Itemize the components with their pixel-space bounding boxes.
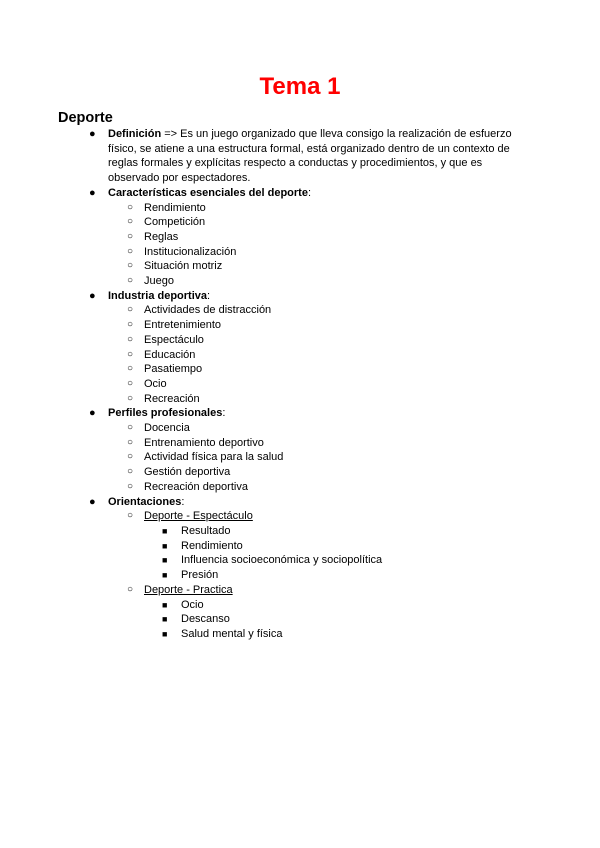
circle-bullet-icon: ○ — [127, 333, 134, 345]
subheading-practica: Deporte - Practica — [144, 583, 233, 596]
circle-bullet-icon: ○ — [127, 230, 134, 242]
list-item-definicion — [0, 127, 522, 186]
list-item — [0, 259, 600, 274]
label-colon: : — [207, 289, 211, 302]
item-text: Actividades de distracción — [144, 304, 272, 317]
circle-bullet-icon: ○ — [127, 245, 134, 257]
industria-label: Industria deportiva — [108, 289, 208, 302]
perfiles-label: Perfiles profesionales — [108, 407, 223, 420]
list-item — [0, 568, 600, 583]
item-text: Rendimiento — [181, 539, 243, 552]
list-item — [0, 627, 600, 642]
definicion-label: Definición — [108, 128, 162, 140]
bullet-icon: ● — [89, 407, 96, 420]
label-colon: : — [307, 186, 312, 199]
item-text: Gestión deportiva — [144, 466, 231, 479]
list-item — [0, 333, 600, 348]
item-text: Situación motriz — [144, 260, 223, 273]
item-text: Resultado — [181, 524, 231, 537]
list-item — [0, 421, 600, 436]
item-text: Institucionalización — [144, 245, 237, 258]
circle-bullet-icon: ○ — [127, 319, 134, 331]
list-item — [0, 598, 600, 613]
list-item — [0, 450, 600, 465]
item-text: Actividad física para la salud — [144, 451, 284, 464]
circle-bullet-icon: ○ — [127, 260, 134, 272]
item-text: Recreación — [144, 392, 200, 405]
list-item — [0, 377, 600, 392]
circle-bullet-icon: ○ — [127, 216, 134, 228]
circle-bullet-icon: ○ — [127, 304, 134, 316]
outline-list — [0, 127, 600, 642]
list-item — [0, 524, 600, 539]
list-item-practica — [0, 583, 600, 598]
list-item-caracteristicas — [0, 186, 522, 201]
list-item — [0, 612, 600, 627]
bullet-icon: ● — [89, 495, 96, 508]
circle-bullet-icon: ○ — [127, 583, 134, 595]
item-text: Salud mental y física — [181, 627, 283, 640]
circle-bullet-icon: ○ — [127, 480, 134, 492]
item-text: Docencia — [144, 422, 190, 435]
item-text: Espectáculo — [144, 333, 204, 346]
list-item — [0, 436, 600, 451]
circle-bullet-icon: ○ — [127, 348, 134, 360]
item-text: Educación — [144, 348, 196, 361]
circle-bullet-icon: ○ — [127, 422, 134, 434]
item-text: Ocio — [144, 377, 167, 390]
square-bullet-icon: ■ — [162, 540, 168, 551]
list-item — [0, 553, 600, 568]
circle-bullet-icon: ○ — [127, 436, 134, 448]
list-item — [0, 201, 600, 216]
orientaciones-label: Orientaciones — [108, 495, 182, 508]
bullet-icon: ● — [89, 289, 96, 302]
list-item — [0, 392, 600, 407]
list-item — [0, 348, 600, 363]
square-bullet-icon: ■ — [162, 570, 168, 581]
circle-bullet-icon: ○ — [127, 510, 134, 522]
page-title: Tema 1 — [259, 73, 341, 100]
list-item-industria — [0, 289, 522, 304]
circle-bullet-icon: ○ — [127, 466, 134, 478]
circle-bullet-icon: ○ — [127, 451, 134, 463]
list-item — [0, 303, 600, 318]
list-item — [0, 318, 600, 333]
list-item — [0, 274, 600, 289]
list-item — [0, 465, 600, 480]
square-bullet-icon: ■ — [162, 628, 168, 639]
item-text: Ocio — [181, 598, 204, 611]
subheading-espectaculo: Deporte - Espectáculo — [144, 510, 253, 523]
circle-bullet-icon: ○ — [127, 377, 134, 389]
list-item — [0, 230, 600, 245]
square-bullet-icon: ■ — [162, 599, 168, 610]
label-colon: : — [181, 495, 185, 508]
item-text: Reglas — [144, 230, 179, 243]
item-text: Entretenimiento — [144, 319, 222, 332]
bullet-icon: ● — [89, 186, 96, 199]
label-colon: : — [222, 407, 226, 420]
circle-bullet-icon: ○ — [127, 201, 134, 213]
square-bullet-icon: ■ — [162, 525, 168, 536]
list-item — [0, 245, 600, 260]
circle-bullet-icon: ○ — [127, 275, 134, 287]
square-bullet-icon: ■ — [162, 555, 168, 566]
list-item — [0, 215, 600, 230]
square-bullet-icon: ■ — [162, 614, 168, 625]
item-text: Entrenamiento deportivo — [144, 436, 264, 449]
item-text: Recreación deportiva — [144, 480, 248, 493]
caracteristicas-label: Características esenciales del deporte — [108, 186, 308, 199]
list-item-perfiles — [0, 406, 522, 421]
list-item — [0, 539, 600, 554]
bullet-icon: ● — [89, 128, 96, 140]
definicion-text: => Es un juego organizado que lleva consigo la realización de esfuerzo físico, se atiene a una estructura formal, está organizado dentro de un contexto de reglas formales y explícitas respecto a conductas y procedimientos, y que es observado por espectadores. — [108, 128, 512, 185]
list-item — [0, 480, 600, 495]
item-text: Competición — [144, 216, 206, 229]
item-text: Pasatiempo — [144, 363, 203, 376]
list-item — [0, 362, 600, 377]
section-heading: Deporte — [58, 110, 113, 126]
list-item-orientaciones — [0, 495, 522, 510]
item-text: Presión — [181, 569, 219, 582]
item-text: Influencia socioeconómica y sociopolítica — [181, 554, 383, 567]
item-text: Juego — [144, 275, 174, 288]
circle-bullet-icon: ○ — [127, 363, 134, 375]
item-text: Descanso — [181, 613, 230, 626]
list-item-espectaculo — [0, 509, 600, 524]
circle-bullet-icon: ○ — [127, 392, 134, 404]
item-text: Rendimiento — [144, 201, 206, 214]
